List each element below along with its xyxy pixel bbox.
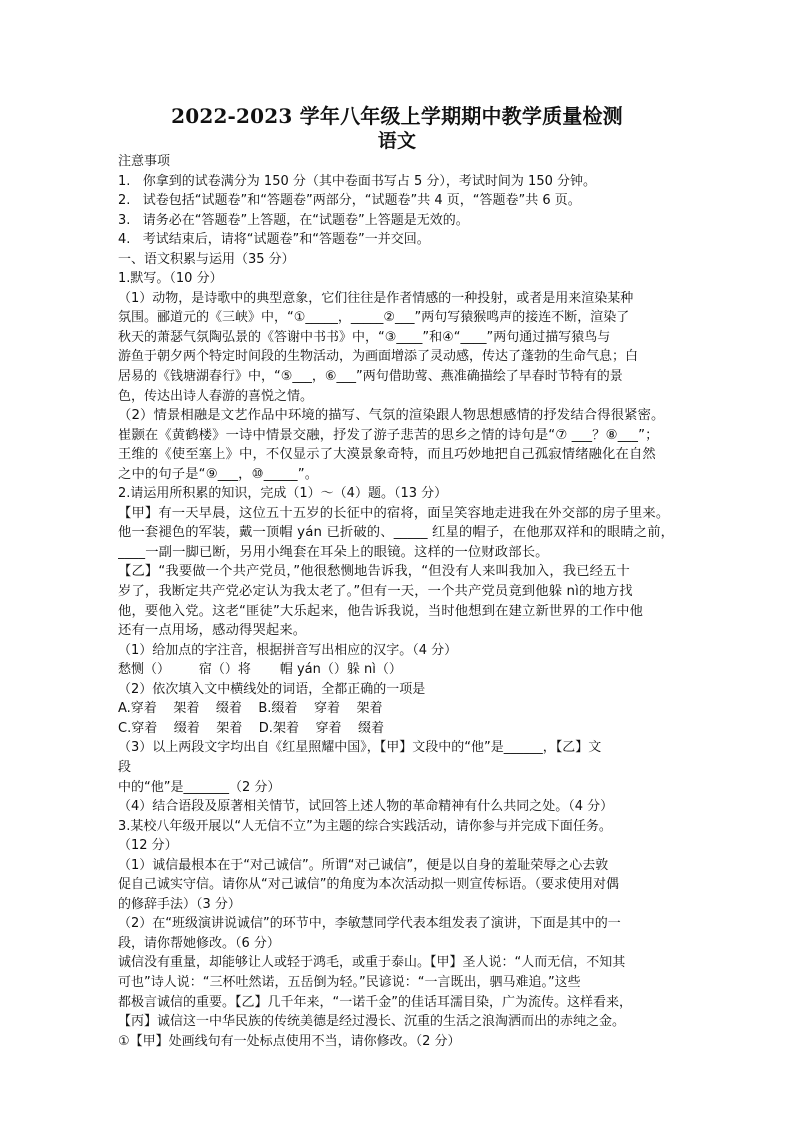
text-line (118, 1012, 684, 1032)
text-line-content: 2. 试卷包括“试题卷”和“答题卷”两部分，“试题卷”共 4 页，“答题卷”共 6 页。 (118, 193, 581, 209)
text-line-content: 他一套褪色的军装，戴一顶帽 yán 已折破的、_____ 红星的帽子，在他那双祥和的眼睛之前， (118, 525, 675, 541)
text-line (118, 973, 684, 993)
text-line (118, 543, 684, 563)
text-line-content: 段 (118, 759, 132, 775)
text-line-content: ①【甲】处画线句有一处标点使用不当，请你修改。（2 分） (118, 1033, 461, 1049)
text-line (118, 211, 684, 231)
text-line-content: 【甲】有一天早晨，这位五十五岁的长征中的宿将，面呈笑容地走进我在外交部的房子里来。 (118, 505, 670, 521)
text-line-content: 氛围。郦道元的《三峡》中，“①_____，_____②___”两句写猿猴鸣声的接连不断，渲染了 (118, 310, 630, 326)
text-line-content: 岁了，我断定共产党必定认为我太老了。”但有一天，一个共产党员竟到他躲 nì的地方找 (118, 584, 633, 600)
text-line-content: 【丙】诚信这一中华民族的传统美德是经过漫长、沉重的生活之浪淘洒而出的赤纯之金。 (118, 1014, 626, 1030)
text-line-content: （3）以上两段文字均出自《红星照耀中国》，【甲】文段中的“他”是______，【乙】文 (118, 740, 602, 756)
text-line (118, 875, 684, 895)
text-line (118, 1032, 684, 1052)
text-line-content: 的修辞手法）（3 分） (118, 896, 241, 912)
text-line (118, 895, 684, 915)
text-line (118, 523, 684, 543)
text-line-content: 【乙】“我要做一个共产党员，”他很愁恻地告诉我，“但没有人来叫我加入，我已经五十 (118, 564, 630, 580)
text-line (118, 289, 684, 309)
exam-content (118, 152, 684, 1051)
text-line (118, 953, 684, 973)
text-line-content: 2.请运用所积累的知识，完成（1）～（4）题。（13 分） (118, 486, 448, 502)
text-line-content: （4）结合语段及原著相关情节，试回答上述人物的革命精神有什么共同之处。（4 分） (118, 799, 614, 815)
text-line-content: 注意事项 (118, 154, 171, 169)
text-line (118, 172, 684, 192)
text-line (118, 817, 684, 837)
text-line (118, 621, 684, 641)
text-line-content: 段，请你帮她修改。（6 分） (118, 935, 280, 951)
text-line (118, 934, 684, 954)
text-line (118, 308, 684, 328)
text-line (118, 856, 684, 876)
text-line (118, 836, 684, 856)
text-line-content: 愁恻（） 宿（）将 帽 yán（）躲 nì（） (118, 662, 402, 678)
text-line (118, 758, 684, 778)
text-line-content: A.穿着 架着 缀着 B.缀着 穿着 架着 (118, 701, 383, 717)
text-line-content: 还有一点用场，感动得哭起来。 (118, 623, 307, 639)
text-line (118, 562, 684, 582)
text-line-content: （1）动物，是诗歌中的典型意象，它们往往是作者情感的一种投射，或者是用来渲染某种 (118, 290, 634, 306)
text-line-content: （1）给加点的字注音，根据拼音写出相应的汉字。（4 分） (118, 642, 458, 658)
text-line (118, 484, 684, 504)
text-line (118, 797, 684, 817)
text-line-content: （1）诚信最根本在于“对己诚信”。所谓“对己诚信”，便是以自身的羞耻荣辱之心去敦 (118, 857, 609, 873)
text-line (118, 719, 684, 739)
text-line-content: ____一副一脚已断，另用小绳套在耳朵上的眼镜。这样的一位财政部长。 (118, 544, 549, 560)
subject-title: 语文 (377, 130, 417, 152)
text-line (118, 914, 684, 934)
text-line-content: 他，要他入党。这老“匪徒”大乐起来，他告诉我说，当时他想到在建立新世界的工作中他 (118, 603, 644, 619)
text-line-content: 3.某校八年级开展以“人无信不立”为主题的综合实践活动，请你参与并完成下面任务。 (118, 818, 612, 834)
text-line (118, 699, 684, 719)
text-line (118, 152, 684, 172)
text-line-content: 4. 考试结束后，请将“试题卷”和“答题卷”一并交回。 (118, 232, 430, 248)
text-line (118, 191, 684, 211)
text-line (118, 269, 684, 289)
text-line-content: 之中的句子是“⑨___，⑩_____”。 (118, 466, 319, 482)
text-line (118, 660, 684, 680)
text-line (118, 250, 684, 270)
text-line-content: C.穿着 缀着 架着 D.架着 穿着 缀着 (118, 720, 384, 736)
text-line (118, 445, 684, 465)
text-line-content: 1.默写。（10 分） (118, 271, 223, 287)
text-line-content: 都极言诚信的重要。【乙】几千年来，“一诺千金”的佳话耳濡目染，广为流传。这样看来， (118, 994, 632, 1010)
text-line (118, 680, 684, 700)
text-line (118, 406, 684, 426)
text-line (118, 347, 684, 367)
text-line-content: 色，传达出诗人春游的喜悦之情。 (118, 388, 314, 404)
text-line-content: 游鱼于朝夕两个特定时间段的生物活动，为画面增添了灵动感，传达了蓬勃的生命气息；白 (118, 349, 639, 365)
text-line (118, 328, 684, 348)
text-line-content: 促自己诚实守信。请你从“对己诚信”的角度为本次活动拟一则宣传标语。（要求使用对偶 (118, 877, 619, 893)
text-line-content: （12 分） (118, 838, 178, 854)
text-line (118, 778, 684, 798)
text-line-content: （2）在“班级演讲说诚信”的环节中，李敏慧同学代表本组发表了演讲，下面是其中的一 (118, 916, 621, 932)
text-line (118, 738, 684, 758)
text-line (118, 993, 684, 1013)
text-line-content: 中的“他”是_______（2 分） (118, 779, 281, 795)
text-line (118, 602, 684, 622)
text-line-content: 3. 请务必在“答题卷”上答题，在“试题卷”上答题是无效的。 (118, 212, 469, 228)
text-line-content: 王维的《使至塞上》中，不仅显示了大漠景象奇特，而且巧妙地把自己孤寂情绪融化在自然 (118, 447, 656, 463)
text-line-content: 1. 你拿到的试卷满分为 150 分（其中卷面书写占 5 分），考试时间为 150 分钟。 (118, 173, 596, 189)
text-line (118, 582, 684, 602)
text-line (118, 230, 684, 250)
text-line (118, 387, 684, 407)
text-line-content: 居易的《钱塘湖春行》中，“⑤___，⑥___”两句借助莺、燕准确描绘了早春时节特有的景 (118, 369, 623, 385)
text-line-content: （2）依次填入文中横线处的词语，全都正确的一项是 (118, 681, 426, 697)
text-line-content: 可也”诗人说：“三杯吐然诺，五岳倒为轻。”民谚说：“一言既出，驷马难追。”这些 (118, 974, 581, 990)
text-line (118, 465, 684, 485)
text-line (118, 367, 684, 387)
text-line (118, 426, 684, 446)
text-line (118, 641, 684, 661)
text-line-content: 诚信没有重量，却能够让人或轻于鸿毛，或重于泰山。【甲】圣人说：“人而无信，不知其 (118, 955, 626, 971)
text-line-content: （2）情景相融是文艺作品中环境的描写、气氛的渲染跟人物思想感情的抒发结合得很紧密。 (118, 408, 665, 424)
text-line-content: 一、语文积累与运用（35 分） (118, 251, 295, 267)
text-line-content: 秋天的萧瑟气氛陶弘景的《答谢中书书》中，“③____”和④“____”两句通过描写猿鸟与 (118, 329, 611, 345)
text-line (118, 504, 684, 524)
text-line-content: 崔颢在《黄鹤楼》一诗中情景交融，抒发了游子悲苦的思乡之情的诗句是“⑦ ___？⑧___”； (118, 427, 659, 443)
exam-title: 2022-2023 学年八年级上学期期中教学质量检测 (171, 104, 623, 128)
